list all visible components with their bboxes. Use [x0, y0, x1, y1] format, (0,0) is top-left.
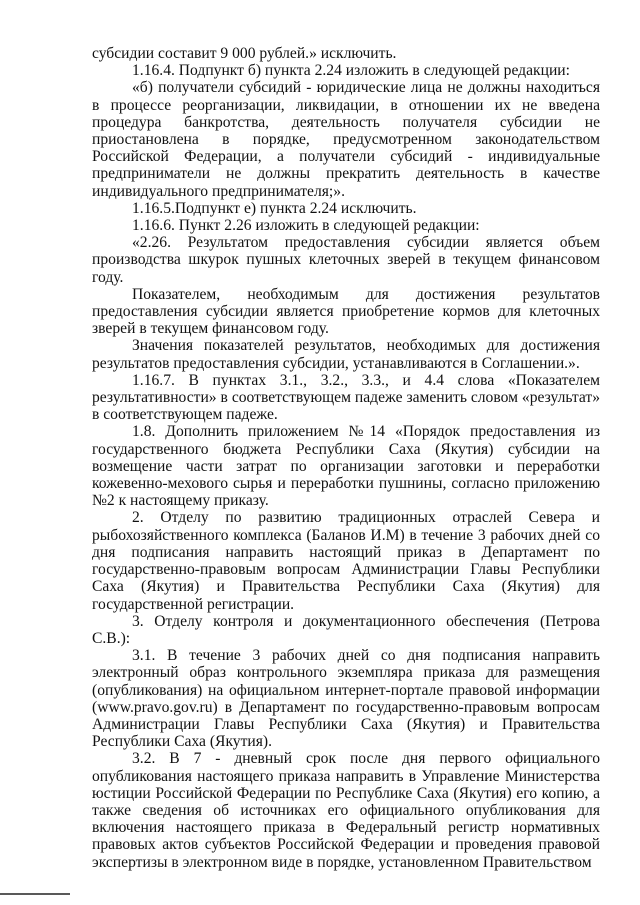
paragraph-2: 2. Отделу по развитию традиционных отраслей Севера и рыбохозяйственного комплекса (Баланов И.М) в течение 3 рабочих дней со дня подписания направить настоящий приказ в Департамент по государственно-правовым вопросам Администрации Главы Республики Саха (Якутия) и Правительства Республики Саха (Якутия) для государственной регистрации.	[92, 509, 600, 613]
paragraph-1-16-4: 1.16.4. Подпункт б) пункта 2.24 изложить в следующей редакции:	[132, 62, 570, 80]
paragraph-1-8: 1.8. Дополнить приложением №14 «Порядок предоставления из государственного бюджета Республики Саха (Якутия) субсидии на возмещение части затрат по организации заготовки и переработки кожевенно-мехового сырья и переработки пушнины, согласно приложению №2 к настоящему приказу.	[92, 423, 600, 510]
paragraph-indicator-values: Значения показателей результатов, необходимых для достижения результатов предоставления субсидии, устанавливаются в Соглашении.».	[92, 337, 600, 372]
paragraph-3-1: 3.1. В течение 3 рабочих дней со дня подписания направить электронный образ контрольного экземпляра приказа для размещения (опубликования) на официальном интернет-портале правовой информации (www.pravo.gov.ru) в Департамент по государственно-правовым вопросам Администрации Главы Республики Саха (Якутия) и Правительства Республики Саха (Якутия).	[92, 647, 600, 751]
document-page	[92, 45, 600, 871]
paragraph-1-16-6: 1.16.6. Пункт 2.26 изложить в следующей редакции:	[132, 217, 480, 235]
paragraph-subsidy-ending: субсидии составит 9 000 рублей.» исключить.	[92, 45, 397, 62]
paragraph-3: 3. Отделу контроля и документационного обеспечения (Петрова С.В.):	[92, 612, 600, 647]
page-bottom-edge-line	[0, 893, 70, 895]
paragraph-1-16-5: 1.16.5.Подпункт е) пункта 2.24 исключить.	[132, 199, 417, 217]
paragraph-3-2: 3.2. В 7 - дневный срок после дня первого официального опубликования настоящего приказа направить в Управление Министерства юстиции Российской Федерации по Республике Саха (Якутия) его копию, а также сведения об источниках его официального опубликования для включения настоящего приказа в Федеральный регистр нормативных правовых актов субъектов Российской Федерации и проведения правовой экспертизы в электронном виде в порядке, установленном Правительством	[92, 750, 600, 871]
paragraph-1-16-4-text: «б) получатели субсидий - юридические лица не должны находиться в процессе реорганизации, ликвидации, в отношении их не введена процедура банкротства, деятельность получателя субсидии не приостановлена в порядке, предусмотренном законодательством Российской Федерации, а получатели субсидий - индивидуальные предприниматели не должны прекратить деятельность в качестве индивидуального предпринимателя;».	[92, 79, 600, 200]
paragraph-1-16-7: 1.16.7. В пунктах 3.1., 3.2., 3.3., и 4.4 слова «Показателем результативности» в соответствующем падеже заменить словом «результат» в соответствующем падеже.	[92, 371, 600, 424]
paragraph-2-26: «2.26. Результатом предоставления субсидии является объем производства шкурок пушных клеточных зверей в текущем финансовом году.	[92, 234, 600, 286]
paragraph-indicator: Показателем, необходимым для достижения результатов предоставления субсидии является приобретение кормов для клеточных зверей в текущем финансовом году.	[92, 285, 600, 338]
